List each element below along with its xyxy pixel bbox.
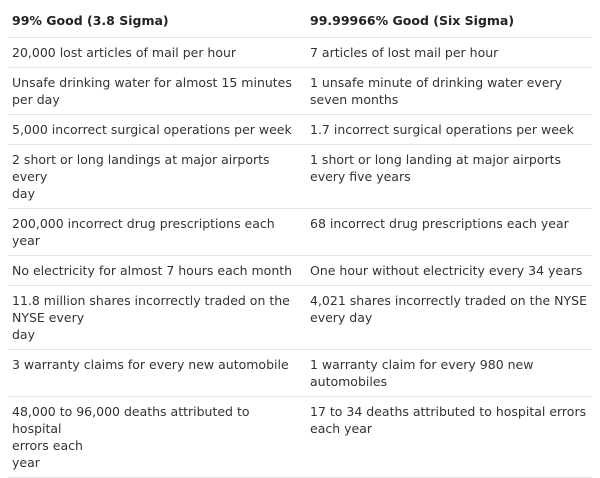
cell-text-line: day — [12, 186, 35, 201]
cell-text-line: day — [12, 327, 35, 342]
cell-six-sigma — [304, 256, 592, 286]
cell-six-sigma — [304, 350, 592, 397]
cell-text-line: One hour without electricity every 34 years — [310, 263, 583, 278]
cell-three-point-eight-sigma — [8, 209, 304, 256]
cell-three-point-eight-sigma — [8, 397, 304, 478]
cell-text-line: 200,000 incorrect drug prescriptions each year — [12, 216, 275, 248]
cell-text-line: 1 unsafe minute of drinking water every — [310, 75, 563, 90]
cell-text-line: errors each — [12, 438, 83, 453]
cell-text-line: per day — [12, 92, 60, 107]
cell-text-line: 1 short or long landing at major airports — [310, 152, 562, 167]
sigma-comparison-table — [8, 3, 592, 478]
cell-six-sigma — [304, 145, 592, 209]
table-row — [8, 38, 592, 68]
cell-six-sigma — [304, 397, 592, 478]
cell-text-line: 3 warranty claims for every new automobile — [12, 357, 289, 372]
cell-six-sigma — [304, 115, 592, 145]
cell-three-point-eight-sigma — [8, 256, 304, 286]
table-row — [8, 350, 592, 397]
cell-text-line: NYSE every — [12, 310, 85, 325]
table-row — [8, 397, 592, 478]
table-row — [8, 209, 592, 256]
cell-text-line: 4,021 shares incorrectly traded on the NYSE — [310, 293, 587, 308]
cell-six-sigma — [304, 38, 592, 68]
cell-text-line: 68 incorrect drug prescriptions each year — [310, 216, 569, 231]
cell-three-point-eight-sigma — [8, 286, 304, 350]
cell-text-line: automobiles — [310, 374, 388, 389]
header-three-point-eight-sigma: 99% Good (3.8 Sigma) — [8, 3, 304, 38]
cell-text-line: each year — [310, 421, 373, 436]
cell-text-line: seven months — [310, 92, 399, 107]
cell-three-point-eight-sigma — [8, 68, 304, 115]
cell-text-line: 11.8 million shares incorrectly traded on the — [12, 293, 290, 308]
table-body — [8, 38, 592, 478]
header-row — [8, 3, 592, 38]
cell-text-line: 20,000 lost articles of mail per hour — [12, 45, 237, 60]
cell-three-point-eight-sigma — [8, 38, 304, 68]
cell-text-line: Unsafe drinking water for almost 15 minutes — [12, 75, 292, 90]
table-row — [8, 256, 592, 286]
cell-three-point-eight-sigma — [8, 350, 304, 397]
table-row — [8, 68, 592, 115]
cell-text-line: year — [12, 455, 40, 470]
cell-text-line: 1 warranty claim for every 980 new — [310, 357, 534, 372]
table-header — [8, 3, 592, 38]
cell-text-line: 1.7 incorrect surgical operations per week — [310, 122, 574, 137]
table-row — [8, 115, 592, 145]
cell-text-line: 17 to 34 deaths attributed to hospital errors — [310, 404, 587, 419]
cell-text-line: 48,000 to 96,000 deaths attributed to hospital — [12, 404, 250, 436]
cell-text-line: 5,000 incorrect surgical operations per week — [12, 122, 292, 137]
header-six-sigma: 99.99966% Good (Six Sigma) — [304, 3, 592, 38]
cell-text-line: 7 articles of lost mail per hour — [310, 45, 499, 60]
cell-text-line: No electricity for almost 7 hours each month — [12, 263, 293, 278]
cell-six-sigma — [304, 68, 592, 115]
table-row — [8, 145, 592, 209]
cell-three-point-eight-sigma — [8, 145, 304, 209]
cell-three-point-eight-sigma — [8, 115, 304, 145]
cell-text-line: every five years — [310, 169, 411, 184]
cell-six-sigma — [304, 286, 592, 350]
cell-text-line: every day — [310, 310, 373, 325]
cell-text-line: 2 short or long landings at major airports every — [12, 152, 270, 184]
table-row — [8, 286, 592, 350]
cell-six-sigma — [304, 209, 592, 256]
